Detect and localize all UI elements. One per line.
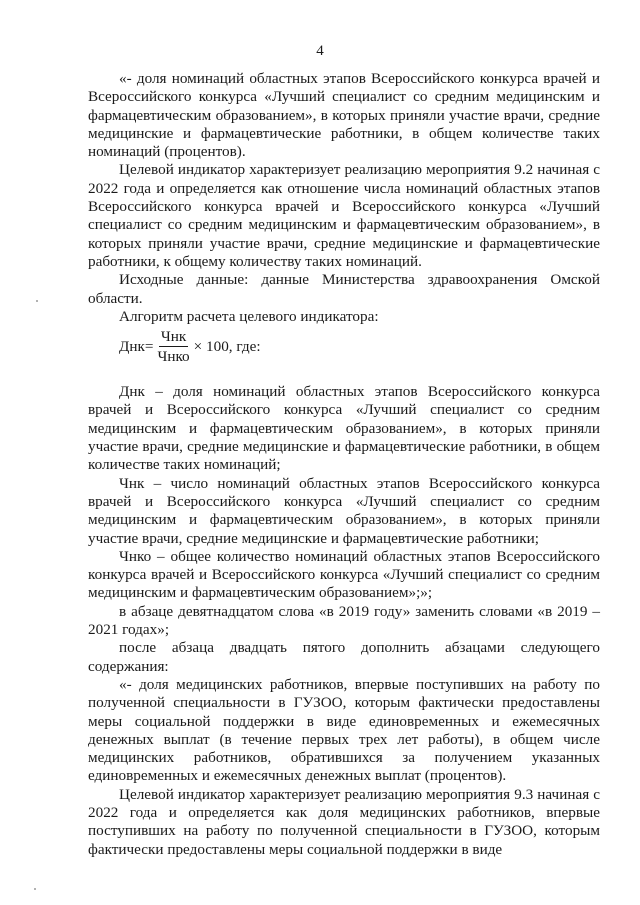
scan-speck <box>34 888 36 890</box>
paragraph-new-indicator-description: Целевой индикатор характеризует реализацию мероприятия 9.3 начиная с 2022 года и определяется как доля медицинских работников, впервые поступивших на работу по полученной специальности в ГУЗОО, которым фактически предоставлены меры социальной поддержки в виде <box>88 785 600 858</box>
formula-denominator: Чнко <box>157 348 190 366</box>
paragraph-algorithm-heading: Алгоритм расчета целевого индикатора: <box>119 307 379 325</box>
paragraph-amendment-nineteenth: в абзаце девятнадцатом слова «в 2019 году» заменить словами «в 2019 – 2021 годах»; <box>88 602 600 639</box>
paragraph-indicator-description: Целевой индикатор характеризует реализацию мероприятия 9.2 начиная с 2022 года и определяется как отношение числа номинаций областных этапов Всероссийского конкурса врачей и Всероссийского конкурса «Лучший специалист со средним медицинским и фармацевтическим образованием», в которых приняли участие врачи, средние медицинские и фармацевтические работники, к общему количеству таких номинаций. <box>88 161 600 270</box>
paragraph-new-indicator-definition: «- доля медицинских работников, впервые поступивших на работу по полученной специальности в ГУЗОО, которым фактически предоставлены меры социальной поддержки в виде единовременных и ежемесячных денежных выплат (в течение первых трех лет работы), в общем числе медицинских работников, обратившихся за получением указанных единовременных и ежемесячных денежных выплат (процентов). <box>88 675 600 785</box>
formula-lhs: Днк <box>119 337 145 355</box>
paragraph-amendment-twenty-fifth: после абзаца двадцать пятого дополнить абзацами следующего содержания: <box>88 639 600 675</box>
paragraph-definition-dnk: Днк – доля номинаций областных этапов Всероссийского конкурса врачей и Всероссийского конкурса «Лучший специалист со средним медицинским и фармацевтическим образованием», в которых приняли участие врачи, средние медицинские и фармацевтические работники, в общем количестве таких номинаций; <box>88 383 600 474</box>
formula-numerator: Чнк <box>160 328 187 346</box>
formula-tail: × 100, где: <box>193 337 261 355</box>
scan-speck <box>36 300 38 302</box>
formula-equals: = <box>144 337 154 355</box>
paragraph-indicator-definition: «- доля номинаций областных этапов Всероссийского конкурса врачей и Всероссийского конкурса «Лучший специалист со средним медицинским и фармацевтическим образованием», в которых приняли участие врачи, средние медицинские и фармацевтические работники, в общем количестве таких номинаций (процентов). <box>88 70 600 161</box>
paragraph-source-data: Исходные данные: данные Министерства здравоохранения Омской области. <box>88 271 600 307</box>
page-number: 4 <box>316 43 324 59</box>
formula-fraction <box>155 328 191 365</box>
paragraph-definition-chnk: Чнк – число номинаций областных этапов Всероссийского конкурса врачей и Всероссийского конкурса «Лучший специалист со средним медицинским и фармацевтическим образованием», в которых приняли участие врачи, средние медицинские и фармацевтические работники; <box>88 474 600 547</box>
document-body <box>88 70 600 859</box>
paragraph-definition-chnko: Чнко – общее количество номинаций областных этапов Всероссийского конкурса врачей и Всероссийского конкурса «Лучший специалист со средним медицинским и фармацевтическим образованием»;»; <box>88 547 600 602</box>
formula <box>119 328 600 365</box>
